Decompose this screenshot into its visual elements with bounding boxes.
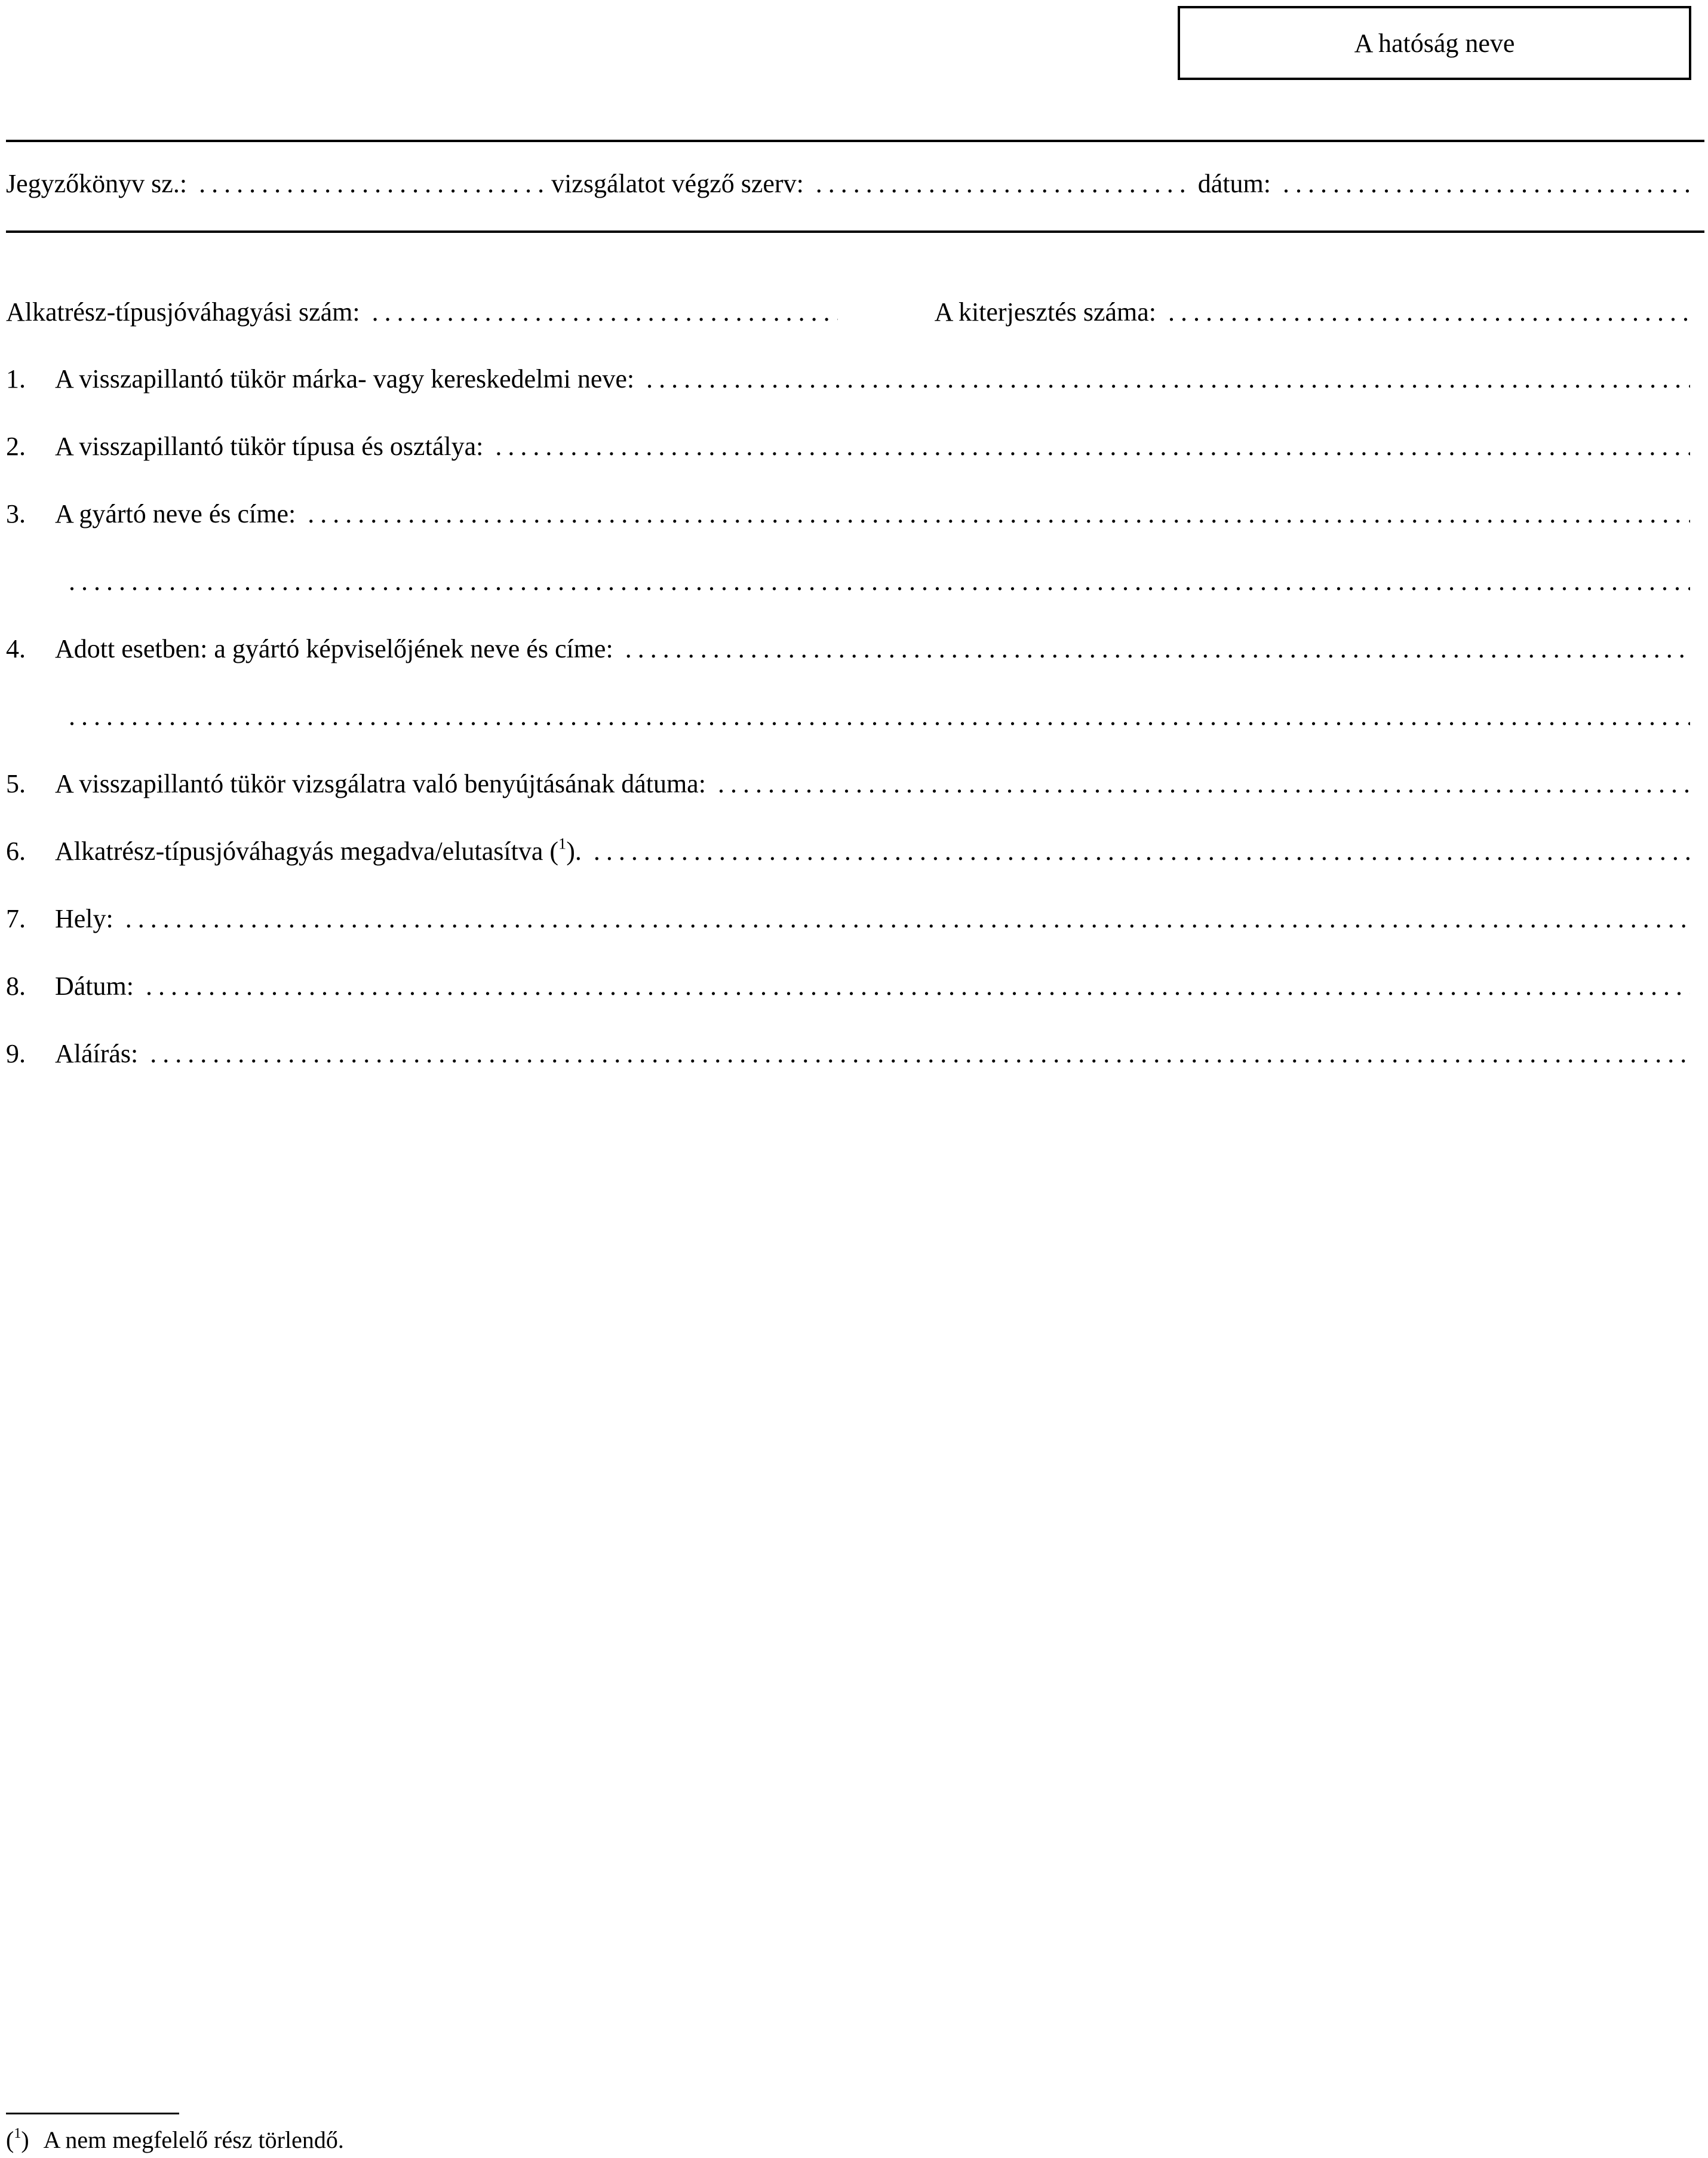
item-6-number: 6. <box>6 837 26 866</box>
top-divider <box>6 140 1704 142</box>
extension-number-label: A kiterjesztés száma: <box>934 297 1157 327</box>
item-8-field[interactable] <box>146 971 1690 1001</box>
item-1-number: 1. <box>6 364 26 394</box>
record-line <box>6 168 1690 204</box>
footnote-marker-close: ) <box>21 2126 29 2153</box>
item-6-field[interactable] <box>594 836 1690 866</box>
item-9-field[interactable] <box>150 1038 1690 1069</box>
item-1-field[interactable] <box>646 364 1690 394</box>
item-8-label: Dátum: <box>55 972 134 1001</box>
item-3-number: 3. <box>6 499 26 528</box>
footnote-marker-open: ( <box>6 2126 14 2153</box>
item-5-row <box>6 768 1690 804</box>
item-3-row <box>6 499 1690 534</box>
item-9-row <box>6 1038 1690 1074</box>
item-2-number: 2. <box>6 432 26 461</box>
extension-number-field[interactable] <box>1168 297 1690 327</box>
approval-number-field[interactable] <box>372 297 838 327</box>
protocol-number-label: Jegyzőkönyv sz.: <box>6 169 188 198</box>
item-7-label: Hely: <box>55 904 113 933</box>
record-date-field[interactable] <box>1283 168 1690 199</box>
item-4-continuation-row <box>69 701 1690 737</box>
item-4-label: Adott esetben: a gyártó képviselőjének neve és címe: <box>55 634 613 663</box>
authority-name-label: A hatóság neve <box>1354 28 1515 58</box>
item-6-label-suffix: ). <box>566 837 582 866</box>
item-6-row <box>6 836 1690 872</box>
approval-line <box>6 297 1690 333</box>
item-7-number: 7. <box>6 904 26 933</box>
item-2-field[interactable] <box>495 431 1690 462</box>
second-divider <box>6 230 1704 233</box>
testing-body-field[interactable] <box>816 168 1192 199</box>
footnote-divider <box>6 2113 179 2114</box>
item-3-field[interactable] <box>308 499 1690 529</box>
item-3-continuation-field[interactable] <box>69 566 1690 597</box>
item-6-footnote-ref: 1 <box>558 834 567 853</box>
item-4-number: 4. <box>6 634 26 663</box>
item-2-label: A visszapillantó tükör típusa és osztálya: <box>55 432 484 461</box>
item-5-label: A visszapillantó tükör vizsgálatra való benyújtásának dátuma: <box>55 769 706 798</box>
item-5-field[interactable] <box>718 768 1690 799</box>
approval-number-label: Alkatrész-típusjóváhagyási szám: <box>6 297 360 327</box>
footnote <box>6 2126 344 2154</box>
footnote-text: A nem megfelelő rész törlendő. <box>43 2126 344 2153</box>
protocol-number-field[interactable] <box>199 168 545 199</box>
item-7-field[interactable] <box>125 903 1690 934</box>
item-1-label: A visszapillantó tükör márka- vagy kereskedelmi neve: <box>55 364 635 394</box>
item-4-field[interactable] <box>625 634 1690 664</box>
authority-name-box <box>1178 6 1691 80</box>
item-3-continuation-row <box>69 566 1690 602</box>
item-8-number: 8. <box>6 972 26 1001</box>
record-date-label: dátum: <box>1197 169 1271 198</box>
item-6-label <box>55 836 582 866</box>
item-1-row <box>6 364 1690 399</box>
item-7-row <box>6 903 1690 939</box>
item-6-label-text: Alkatrész-típusjóváhagyás megadva/elutasítva ( <box>55 837 559 866</box>
item-2-row <box>6 431 1690 467</box>
item-8-row <box>6 971 1690 1007</box>
item-9-number: 9. <box>6 1039 26 1068</box>
footnote-marker: 1 <box>14 2126 21 2142</box>
item-3-label: A gyártó neve és címe: <box>55 499 296 528</box>
item-4-continuation-field[interactable] <box>69 701 1690 731</box>
item-9-label: Aláírás: <box>55 1039 139 1068</box>
testing-body-label: vizsgálatot végző szerv: <box>551 169 804 198</box>
item-5-number: 5. <box>6 769 26 798</box>
item-4-row <box>6 634 1690 669</box>
